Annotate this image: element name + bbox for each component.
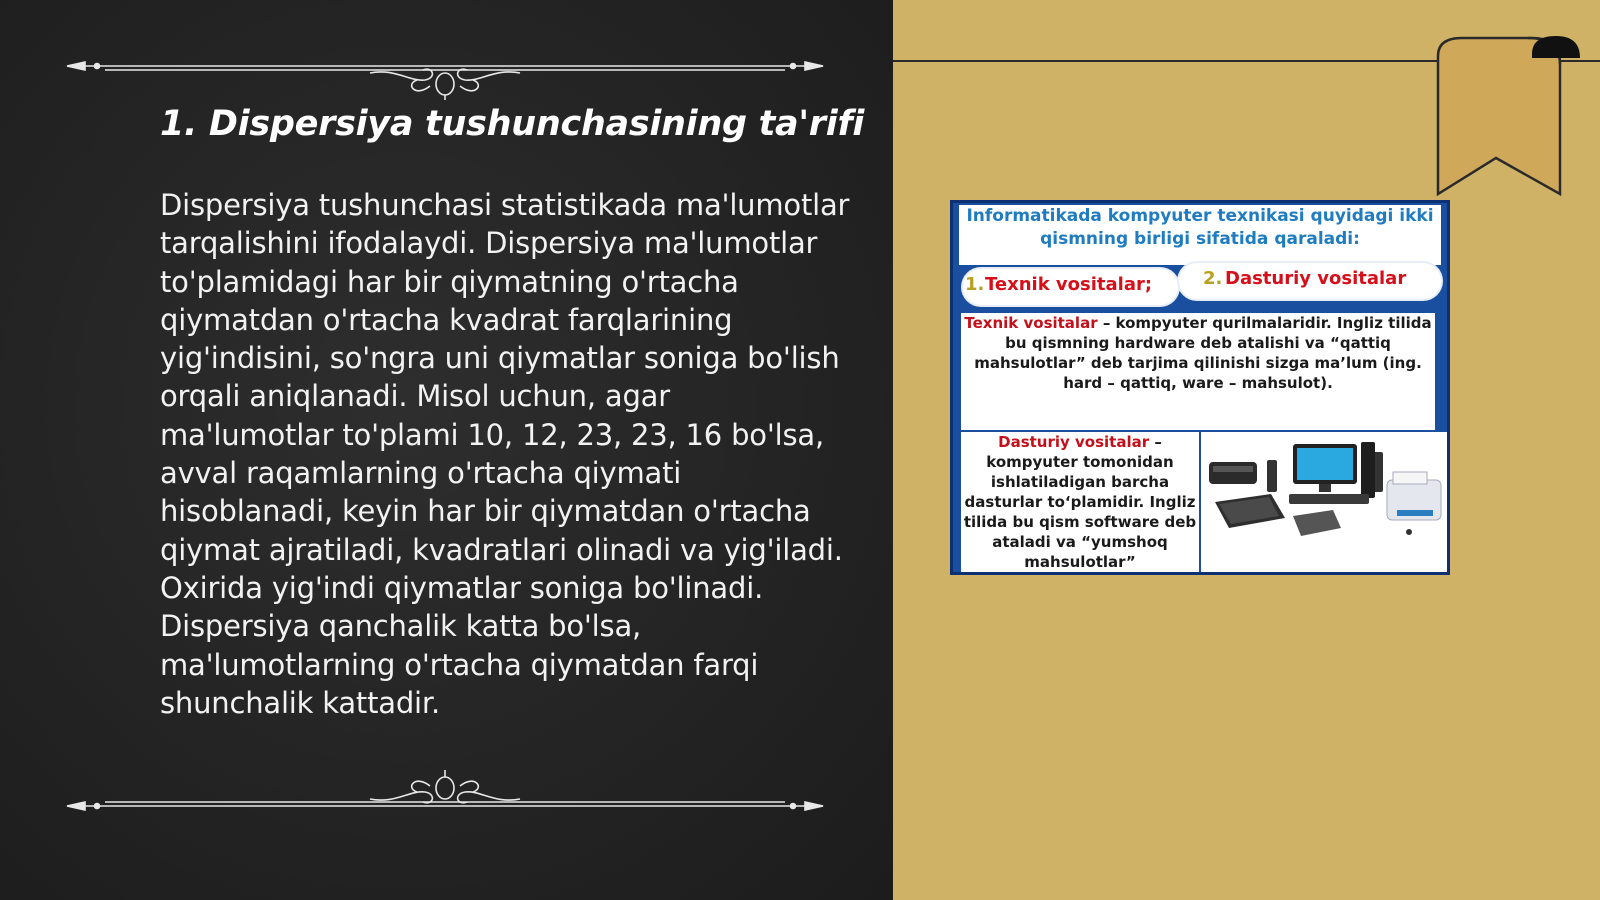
- ornament-divider-bottom-icon: [65, 770, 825, 830]
- informatics-figure: [950, 200, 1450, 575]
- bookmark-ribbon-icon: [1432, 34, 1592, 200]
- ornament-divider-top-icon: [65, 40, 825, 100]
- slide-body-text: Dispersiya tushunchasi statistikada ma'lumotlar tarqalishini ifodalaydi. Dispersiya ma'lumotlar to'plamidagi har bir qiymatning o'rtacha qiymatdan o'rtacha kvadrat farqlarining yig'indisini, so'ngra uni qiymatlar soniga bo'lish orqali aniqlanadi. Misol uchun, agar ma'lumotlar to'plami 10, 12, 23, 23, 16 bo'lsa, avval raqamlarning o'rtacha qiymati hisoblanadi, keyin har bir qiymatdan o'rtacha qiymat ajratiladi, kvadratlari olinadi va yig'iladi. Oxirida yig'indi qiymatlar soniga bo'linadi. Dispersiya qanchalik katta bo'lsa, ma'lumotlarning o'rtacha qiymatdan farqi shunchalik kattadir.: [160, 188, 850, 720]
- computer-illustration-icon: [1201, 432, 1449, 575]
- tag-number: 2.: [1203, 268, 1223, 289]
- tag-software: Dasturiy vositalar: [1225, 268, 1407, 289]
- figure-tags: [953, 259, 1447, 309]
- slide-title: 1. Dispersiya tushunchasining ta'rifi: [160, 104, 865, 144]
- tag-number: 1.: [965, 274, 985, 295]
- definition-term: Texnik vositalar: [964, 314, 1098, 332]
- definition-text: – kompyuter tomonidan ishlatiladigan barcha dasturlar to‘plamidir. Ingliz tilida bu qism software deb ataladi va “yumshoq mahsulotlar”: [963, 433, 1197, 571]
- definition-software: [961, 432, 1199, 575]
- tag-technical: Texnik vositalar;: [985, 274, 1153, 295]
- definition-text: – kompyuter qurilmalaridir. Ingliz tilida bu qismning hardware deb atalishi va “qattiq mahsulotlar” deb tarjima qilinishi sizga ma’lum (ing. hard – qattiq, ware – mahsulot).: [974, 314, 1432, 392]
- definition-term: Dasturiy vositalar: [998, 433, 1150, 451]
- definition-hardware: [961, 313, 1435, 430]
- figure-header: Informatikada kompyuter texnikasi quyidagi ikki qismning birligi sifatida qaraladi:: [959, 205, 1441, 265]
